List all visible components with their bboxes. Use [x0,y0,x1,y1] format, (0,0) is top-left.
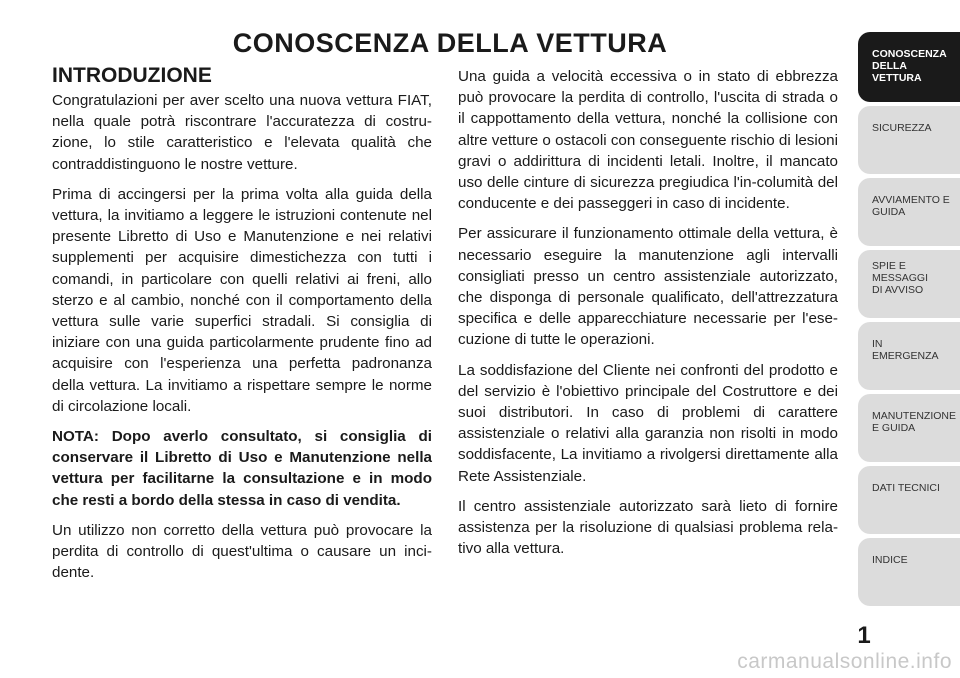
right-column [458,66,838,568]
tab-conoscenza-della-vettura[interactable] [858,32,960,102]
tab-label: SICUREZZA [872,122,932,134]
tab-label: SPIE E [872,260,906,272]
paragraph: Una guida a velocità eccessiva o in stato di ebbrezza può provocare la perdita di controllo, l'uscita di strada o il cappottamento della vettura, nonché la collisione con altre vetture o ostacoli con conseguente rischio di lesioni gravi o addirittura di incidenti letali. Inoltre, il mancato uso delle cinture di sicurezza pregiudica l'in-columità del conducente e dei passeggeri in caso di incidente. [458,68,838,213]
tab-label: AVVIAMENTO E [872,194,950,206]
tab-label: DI AVVISO [872,284,924,296]
tab-dati-tecnici[interactable] [858,466,960,534]
watermark: carmanualsonline.info [737,650,952,673]
tab-label: INDICE [872,554,908,566]
tab-sicurezza[interactable] [858,106,960,174]
paragraph: Un utilizzo non corretto della vettura può provocare la perdita di controllo di quest'ultima o causare un inci-dente. [52,521,432,582]
page-title: CONOSCENZA DELLA VETTURA [232,28,668,58]
tab-in-emergenza[interactable] [858,322,960,390]
paragraph: Il centro assistenziale autorizzato sarà lieto di fornire assistenza per la risoluzione di qualsiasi problema rela-tivo alla vettura. [458,497,838,558]
tab-label: GUIDA [872,206,906,218]
note-paragraph: NOTA: Dopo averlo consultato, si consiglia di conservare il Libretto di Uso e Manutenzione nella vettura per facilitarne la consultazione e in modo che resti a bordo della stessa in caso di vendita. [52,428,432,509]
page-number: 1 [857,622,871,649]
tab-label: MESSAGGI [872,272,929,284]
tab-indice[interactable] [858,538,960,606]
tab-manutenzione[interactable] [858,394,960,462]
tab-label: MANUTENZIONE [872,410,956,422]
paragraph: Prima di accingersi per la prima volta alla guida della vettura, la invitiamo a leggere le istruzioni contenute nel presente Libretto di Uso e Manutenzione e nei relativi supplementi per acquisire dimestichezza con tutti i comandi, in particolare con quelli relativi ai freni, allo sterzo e al cambio, nonché con il comportamento della vettura sulle varie superfici stradali. Si consiglia di iniziare con una guida particolarmente prudente fino ad acquisire con l'esperienza una perfetta padronanza della vettura. La invitiamo a rispettare sempre le norme di circolazione locali. [52,185,432,415]
tab-label: CONOSCENZA [872,48,947,60]
paragraph: La soddisfazione del Cliente nei confronti del prodotto e del servizio è l'obiettivo principale del Costruttore e dei suoi distributori. In caso di problemi di carattere assistenziale o relativi alla garanzia non risolti in modo soddisfacente, La invitiamo a rivolgersi direttamente alla Rete Assistenziale. [458,361,838,485]
paragraph: Per assicurare il funzionamento ottimale della vettura, è necessario eseguire la manutenzione agli intervalli consigliati presso un centro assistenziale autorizzato, che disponga di personale qualificato, dell'attrezzatura specifica e delle apparecchiature necessarie per l'ese-cuzione di tutte le operazioni. [458,225,838,349]
tab-label: DATI TECNICI [872,482,940,494]
chapter-tabs [858,32,960,610]
tab-label: E GUIDA [872,422,916,434]
tab-label: EMERGENZA [872,350,939,362]
left-column [52,64,432,592]
section-heading: INTRODUZIONE [52,64,212,87]
tab-spie-e-messaggi[interactable] [858,250,960,318]
tab-label: DELLA VETTURA [872,60,922,84]
tab-avviamento-e-guida[interactable] [858,178,960,246]
tab-label: IN [872,338,883,350]
paragraph: Congratulazioni per aver scelto una nuova vettura FIAT, nella quale potrà riscontrare l'accuratezza di costru-zione, lo stile caratteristico e l'elevata qualità che contraddistinguono le nostre vetture. [52,92,432,173]
